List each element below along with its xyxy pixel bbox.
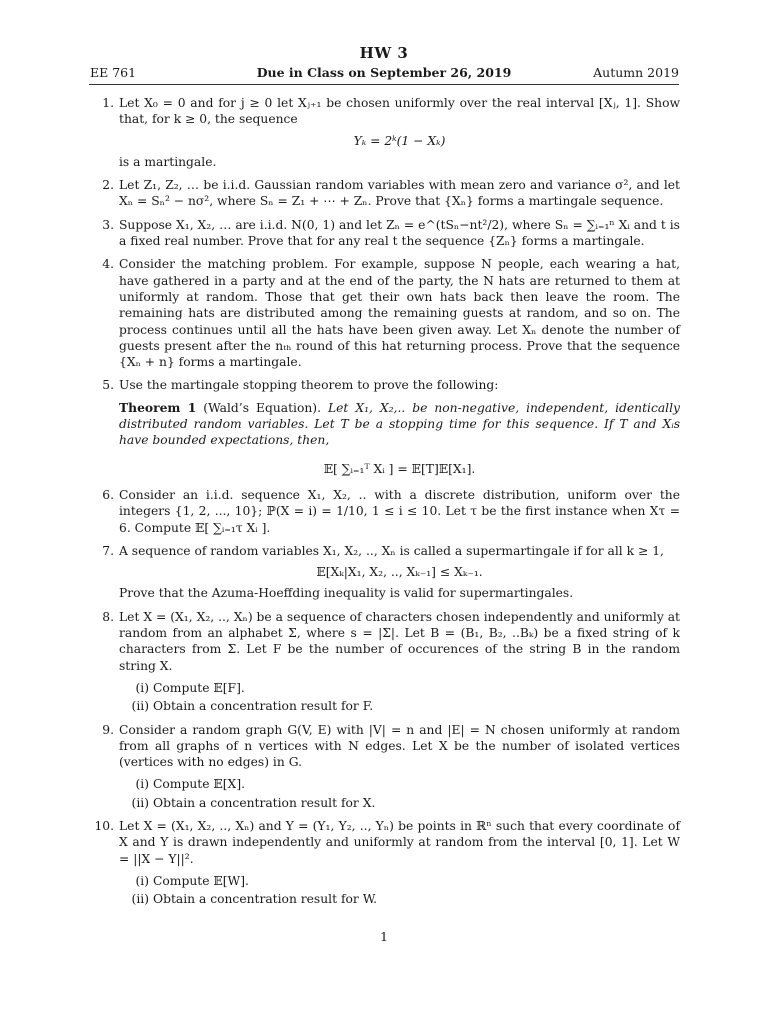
term: Autumn 2019 <box>593 65 679 80</box>
subpart-label: (i) <box>135 873 149 888</box>
display-equation: 𝔼[Xₖ|X₁, X₂, .., Xₖ₋₁] ≤ Xₖ₋₁. <box>316 565 483 580</box>
problem-8 <box>90 609 680 715</box>
problem-number: 4. <box>102 257 114 272</box>
subpart <box>119 680 680 696</box>
problem-4 <box>90 256 680 370</box>
problem-3 <box>90 217 680 250</box>
problem-text: Let X₀ = 0 and for j ≥ 0 let Xⱼ₊₁ be chosen uniformly over the real interval [Xⱼ, 1]. Show that, for k ≥ 0, the sequence <box>119 96 680 127</box>
problem-text: Consider a random graph G(V, E) with |V| = n and |E| = N chosen uniformly at random from all graphs of n vertices with N edges. Let X be the number of isolated vertices (vertices with no edges) in G. <box>119 722 680 770</box>
problem-number: 8. <box>102 609 114 624</box>
problem-1 <box>90 95 680 170</box>
problem-number: 10. <box>94 818 114 833</box>
problem-9 <box>90 722 680 811</box>
problem-number: 1. <box>102 96 114 110</box>
subpart <box>119 873 680 889</box>
subpart <box>119 891 680 907</box>
problem-text-after: is a martingale. <box>119 154 217 169</box>
problem-5 <box>90 377 680 476</box>
theorem-name: (Wald’s Equation). <box>203 400 321 415</box>
problem-number: 3. <box>102 217 114 232</box>
subpart-label: (ii) <box>131 892 149 907</box>
subpart-text: Compute 𝔼[F]. <box>153 680 245 695</box>
problem-10 <box>90 818 680 907</box>
problem-text: Let X = (X₁, X₂, .., Xₙ) be a sequence of characters chosen independently and uniformly at random from an alphabet Σ, where s = |Σ|. Let B = (B₁, B₂, ..Bₖ) be a fixed string of k characters from Σ. Let F be the number of occurences of the string B in the random string X. <box>119 609 680 673</box>
subpart-label: (i) <box>135 777 149 792</box>
problem-2 <box>90 177 680 210</box>
header-rule <box>89 84 679 85</box>
problem-text: A sequence of random variables X₁, X₂, .., Xₙ is called a supermartingale if for all k ≥ 1, <box>119 543 664 558</box>
subpart <box>119 795 680 811</box>
problem-number: 7. <box>102 543 114 558</box>
problem-6 <box>90 487 680 536</box>
problem-number: 6. <box>102 487 114 502</box>
problem-text-after: Prove that the Azuma-Hoeffding inequality is valid for supermartingales. <box>119 586 574 601</box>
problem-number: 2. <box>102 178 114 193</box>
theorem-body: Let X₁, X₂,.. be non-negative, independent, identically distributed random variables. Let T be a stopping time for this sequence. If T and Xᵢs have bounded expectations, then, <box>119 400 680 448</box>
problem-text: Consider the matching problem. For example, suppose N people, each wearing a hat, have gathered in a party and at the end of the party, the N hats are returned to them at uniformly at random. Those that get their own hats back then leave the room. The remaining hats are distributed among the remaining guests at random, and so on. The process continues until all the hats have been given away. Let Xₙ denote the number of guests present after the nₜₕ round of this hat returning process. Prove that the sequence {Xₙ + n} forms a martingale. <box>119 257 680 370</box>
subpart-text: Compute 𝔼[X]. <box>153 777 246 792</box>
problem-text: Use the martingale stopping theorem to prove the following: <box>119 378 499 393</box>
problem-number: 5. <box>102 378 114 393</box>
subpart-text: Obtain a concentration result for X. <box>153 795 376 810</box>
problem-text: Let Z₁, Z₂, … be i.i.d. Gaussian random variables with mean zero and variance σ², and let Xₙ = Sₙ² − nσ², where Sₙ = Z₁ + ⋯ + Zₙ. Prove that {Xₙ} forms a martingale sequence. <box>119 178 680 209</box>
theorem <box>119 400 680 449</box>
page-title: HW 3 <box>359 44 409 62</box>
subpart-text: Compute 𝔼[W]. <box>153 873 249 888</box>
problem-text: Let X = (X₁, X₂, .., Xₙ) and Y = (Y₁, Y₂, .., Yₙ) be points in ℝⁿ such that every coordinate of X and Y is drawn independently and uniformly at random from the interval [0, 1]. Let W = ||X − Y||². <box>119 818 680 866</box>
problem-number: 9. <box>102 722 114 737</box>
display-equation: 𝔼[ ∑ᵢ₌₁ᵀ Xᵢ ] = 𝔼[T]𝔼[X₁]. <box>323 461 476 476</box>
course-code: EE 761 <box>90 65 137 80</box>
problem-list <box>90 95 680 914</box>
subpart-text: Obtain a concentration result for W. <box>153 892 378 907</box>
problem-text: Suppose X₁, X₂, … are i.i.d. N(0, 1) and let Zₙ = e^(tSₙ−nt²/2), where Sₙ = ∑ᵢ₌₁ⁿ Xᵢ and t is a fixed real number. Prove that for any real t the sequence {Zₙ} forms a martingale. <box>119 217 680 249</box>
subpart-label: (ii) <box>131 795 149 810</box>
problem-text: Consider an i.i.d. sequence X₁, X₂, .. with a discrete distribution, uniform over the integers {1, 2, ..., 10}; ℙ(X = i) = 1/10, 1 ≤ i ≤ 10. Let τ be the first instance when Xτ = 6. Compute 𝔼[ ∑ᵢ₌₁τ Xᵢ ]. <box>119 487 680 535</box>
subpart <box>119 698 680 714</box>
problem-7 <box>90 543 680 602</box>
theorem-label: Theorem 1 <box>119 399 197 415</box>
subpart-label: (ii) <box>131 699 149 714</box>
page-number: 1 <box>380 930 388 944</box>
subpart-text: Obtain a concentration result for F. <box>153 699 374 714</box>
due-date: Due in Class on September 26, 2019 <box>256 65 512 80</box>
display-equation: Yₖ = 2ᵏ(1 − Xₖ) <box>353 133 446 148</box>
subpart <box>119 776 680 792</box>
subpart-label: (i) <box>135 680 149 695</box>
